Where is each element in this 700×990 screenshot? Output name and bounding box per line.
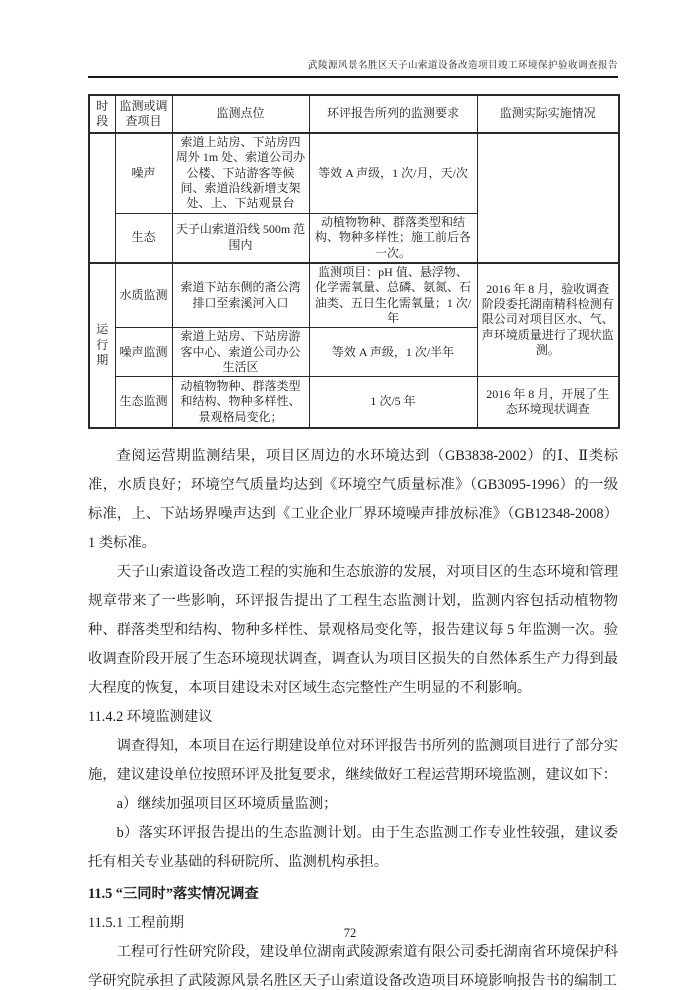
paragraph: 工程可行性研究阶段，建设单位湖南武陵源索道有限公司委托湖南省环境保护科学研究院承担了武陵源风景名胜区天子山索道设备改造项目环境影响报告书的编制工 [88,943,618,989]
cell-location: 天子山索道沿线 500m 范围内 [172,213,309,263]
col-header-actual: 监测实际实施情况 [477,95,619,133]
section-heading-11-4-2: 11.4.2 环境监测建议 [88,708,213,725]
cell-project: 水质监测 [115,263,172,328]
cell-project: 噪声 [115,133,172,213]
cell-project: 生态监测 [115,377,172,428]
col-header-phase: 时段 [89,95,115,133]
cell-location: 索道上站房、下站房游客中心、索道公司办公生活区 [172,328,309,377]
list-item-b: b）落实环评报告提出的生态监测计划。由于生态监测工作专业性较强，建议委托有相关专业基础的科研院所、监测机构承担。 [88,824,618,870]
paragraph: 天子山索道设备改造工程的实施和生态旅游的发展，对项目区的生态环境和管理规章带来了一些影响，环评报告提出了工程生态监测计划，监测内容包括动植物物种、群落类型和结构、物种多样性、景观格局变化等，报告建议每 5 年监测一次。验收调查阶段开展了生态环境现状调查，调查认为项目区损失的自然体系生产力得到最大程度的恢复，本项目建设未对区域生态完整性产生明显的不利影响。 [88,563,618,696]
monitoring-table [88,94,620,429]
cell-actual: 2016 年 8 月，验收调查阶段委托湖南精科检测有限公司对项目区水、气、声环境质量进行了现状监测。 [477,263,619,377]
section-heading-11-5: 11.5 “三同时”落实情况调查 [88,885,259,902]
cell-location: 索道上站房、下站房四周外 1m 处、索道公司办公楼、下站游客等候间、索道沿线新增支架处、上、下站观景台 [172,133,309,213]
cell-requirement: 等效 A 声级，1 次/月，天/次 [309,133,477,213]
cell-location: 索道下站东侧的斋公湾排口至索溪河入口 [172,263,309,328]
cell-project: 生态 [115,213,172,263]
section-heading-11-5-1: 11.5.1 工程前期 [88,914,184,931]
page-number: 72 [343,926,357,940]
col-header-project: 监测或调查项目 [115,95,172,133]
cell-actual [477,133,619,263]
cell-actual: 2016 年 8 月，开展了生态环境现状调查 [477,377,619,428]
cell-phase [89,133,115,263]
col-header-location: 监测点位 [172,95,309,133]
cell-location: 动植物物种、群落类型和结构、物种多样性、景观格局变化； [172,377,309,428]
cell-requirement: 监测项目：pH 值、悬浮物、化学需氧量、总磷、氨氮、石油类、五日生化需氧量；1 次/年 [309,263,477,328]
table-row [89,133,619,213]
cell-phase: 运行期 [89,263,115,428]
cell-project: 噪声监测 [115,328,172,377]
cell-requirement: 等效 A 声级，1 次/半年 [309,328,477,377]
col-header-requirement: 环评报告所列的监测要求 [309,95,477,133]
paragraph: 调查得知，本项目在运行期建设单位对环评报告书所列的监测项目进行了部分实施，建议建设单位按照环评及批复要求，继续做好工程运营期环境监测，建议如下： [88,737,618,783]
table-row [89,377,619,428]
cell-requirement: 1 次/5 年 [309,377,477,428]
paragraph: 查阅运营期监测结果，项目区周边的水环境达到（GB3838-2002）的Ⅰ、Ⅱ类标准，水质良好；环境空气质量均达到《环境空气质量标准》（GB3095-1996）的一级标准，上、下站场界噪声达到《工业企业厂界环境噪声排放标准》（GB12348-2008）1 类标准。 [88,447,618,551]
cell-requirement: 动植物物种、群落类型和结构、物种多样性；施工前后各一次。 [309,213,477,263]
running-head: 武陵源风景名胜区天子山索道设备改造项目竣工环境保护验收调查报告 [88,57,618,78]
text-content [88,442,618,990]
table-header-row [89,95,619,133]
list-item-a: a）继续加强项目区环境质量监测； [116,795,338,812]
page-body [88,94,618,990]
table-row [89,263,619,328]
